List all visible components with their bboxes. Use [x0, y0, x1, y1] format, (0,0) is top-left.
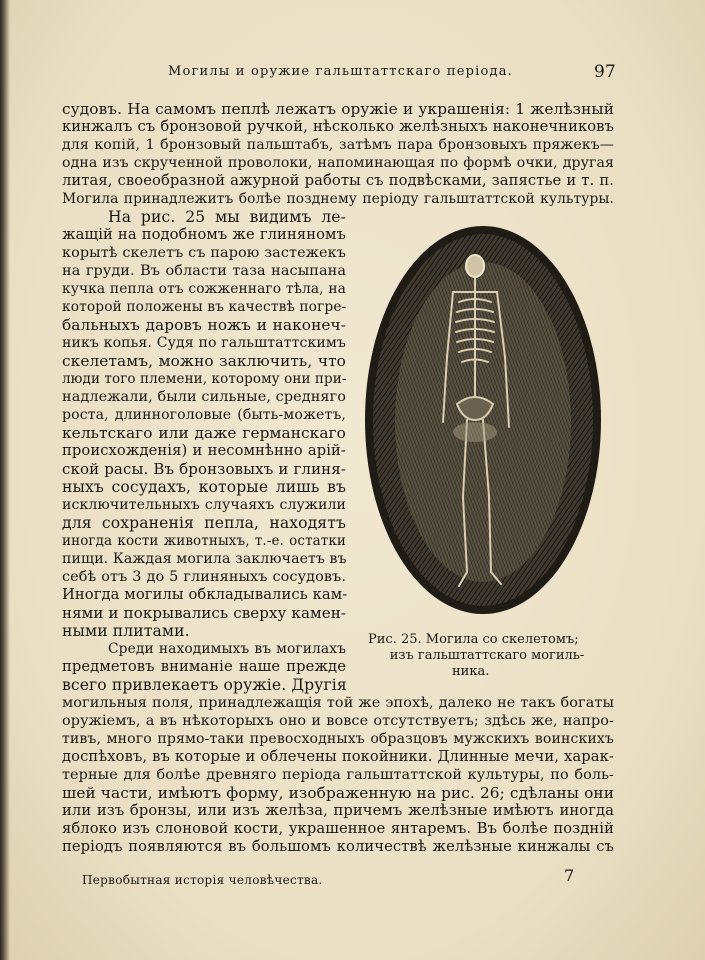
text-line: кельтскаго или даже германскаго: [62, 424, 346, 442]
text-line: Иногда могилы обкладывались кам-: [62, 586, 348, 603]
text-line: для сохраненія пепла, находятъ: [62, 514, 346, 532]
text-line: терные для болѣе древняго періода гальштаттской культуры, по боль-: [62, 767, 614, 783]
figure-grave-skeleton: [363, 222, 603, 618]
engraved-skeleton-grave-icon: [363, 222, 603, 618]
text-line: корытѣ скелетъ съ парою застежекъ: [62, 245, 346, 261]
text-line: періодъ появляются въ большомъ количествѣ желѣзные кинжалы съ: [62, 838, 614, 855]
text-line: жащій на подобномъ же глиняномъ: [62, 226, 346, 243]
caption-line: ника.: [452, 664, 490, 679]
signature-number: 7: [564, 866, 575, 885]
text-line: судовъ. На самомъ пеплѣ лежатъ оружіе и украшенія: 1 желѣзный: [62, 100, 614, 118]
text-line: Среди находимыхъ въ могилахъ: [108, 641, 346, 657]
text-line: исключительныхъ случаяхъ служили: [62, 497, 346, 513]
text-line: никъ копья. Судя по гальштаттскимъ: [62, 335, 346, 351]
running-header: Могилы и оружие гальштаттскаго періода.: [168, 64, 513, 79]
text-line: яблоко изъ слоновой кости, украшенное янтаремъ. Въ болѣе поздній: [62, 820, 614, 837]
text-line: ныхъ сосудахъ, которые лишь въ: [62, 478, 346, 496]
text-line: доспѣховъ, въ которые и облечены покойники. Длинные мечи, харак-: [62, 748, 614, 765]
text-line: пищи. Каждая могила заключаетъ въ: [62, 551, 347, 567]
text-line: бальныхъ даровъ ножъ и наконеч-: [62, 316, 346, 334]
caption-line: изъ гальштаттскаго могиль-: [389, 648, 585, 663]
text-line: могильныя поля, принадлежащія той же эпохѣ, далеко не такъ богаты: [62, 695, 614, 711]
text-line: надлежали, были сильные, средняго: [62, 389, 346, 405]
text-line: иногда кости животныхъ, т.-е. остатки: [62, 533, 346, 549]
text-line: происхожденія) и несомнѣнно арій-: [62, 442, 346, 459]
text-line: предметовъ вниманіе наше прежде: [62, 658, 346, 675]
text-line: всего привлекаетъ оружіе. Другія: [62, 676, 347, 694]
text-line: или изъ бронзы, или изъ желѣза, причемъ желѣзные имѣютъ иногда: [62, 802, 614, 819]
text-line: одна изъ скрученной проволоки, напоминающая по формѣ очки, другая: [62, 155, 614, 171]
figure-caption: [362, 632, 612, 680]
text-line: оружіемъ, а въ нѣкоторыхъ оно и вовсе отсутствуетъ; здѣсь же, напро-: [62, 713, 614, 729]
text-line: Могила принадлежитъ болѣе позднему періоду гальштаттской культуры.: [62, 191, 614, 207]
text-line: люди того племени, которому они при-: [62, 371, 347, 387]
text-line: себѣ отъ 3 до 5 глиняныхъ сосудовъ.: [62, 569, 346, 585]
page-binding-edge: [0, 0, 10, 960]
text-line: кинжалъ съ бронзовой ручкой, нѣсколько желѣзныхъ наконечниковъ: [62, 118, 614, 135]
book-signature: Первобытная исторія человѣчества.: [82, 873, 323, 887]
text-line: На рис. 25 мы видимъ ле-: [108, 208, 346, 226]
text-line: которой положены въ качествѣ погре-: [62, 299, 347, 315]
text-line: ской расы. Въ бронзовыхъ и глиня-: [62, 460, 346, 478]
text-line: для копій, 1 бронзовый пальштабъ, затѣмъ пара бронзовыхъ пряжекъ—: [62, 137, 614, 153]
text-line: ными плитами.: [62, 622, 190, 640]
page-number: 97: [594, 62, 616, 82]
text-line: скелетамъ, можно заключить, что: [62, 352, 346, 370]
text-line: на груди. Въ области таза насыпана: [62, 263, 346, 279]
text-line: кучка пепла отъ сожженнаго тѣла, на: [62, 281, 346, 297]
text-line: нями и покрывались сверху камен-: [62, 604, 346, 622]
caption-line: Рис. 25. Могила со скелетомъ;: [368, 632, 579, 647]
text-line: литая, своеобразной ажурной работы съ подвѣсками, запястье и т. п.: [62, 172, 614, 189]
text-line: тивъ, много прямо-таки превосходныхъ образцовъ мужскихъ воинскихъ: [62, 731, 614, 747]
text-line: роста, длинноголовые (быть-можетъ,: [62, 407, 346, 423]
text-line: шей части, имѣютъ форму, изображенную на рис. 26; сдѣланы они: [62, 784, 614, 802]
